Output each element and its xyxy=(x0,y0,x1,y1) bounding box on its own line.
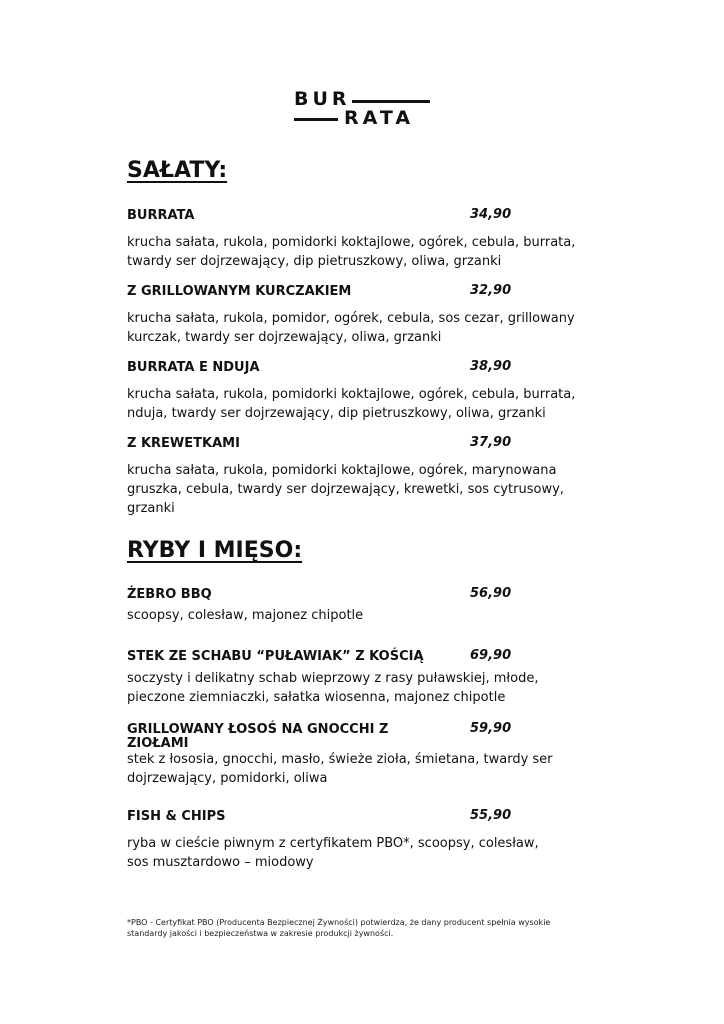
item-price: 69,90 xyxy=(470,648,512,663)
item-price: 38,90 xyxy=(470,359,512,374)
item-name: Z GRILLOWANYM KURCZAKIEM xyxy=(127,284,352,299)
item-description: krucha sałata, rukola, pomidor, ogórek, cebula, sos cezar, grillowany kurczak, twardy ser dojrzewający, oliwa, grzanki xyxy=(127,311,575,345)
item-name: BURRATA E NDUJA xyxy=(127,360,260,375)
item-price: 34,90 xyxy=(470,207,512,222)
item-price: 37,90 xyxy=(470,435,512,450)
logo-bar-top xyxy=(352,100,430,103)
logo-line-2: RATA xyxy=(344,107,415,129)
item-price: 55,90 xyxy=(470,808,512,823)
item-description: ryba w cieście piwnym z certyfikatem PBO*, scoopsy, colesław, sos musztardowo – miodowy xyxy=(127,836,539,870)
section-title-fish-meat: RYBY I MIĘSO: xyxy=(127,538,303,563)
item-name: BURRATA xyxy=(127,208,195,223)
item-description: stek z łososia, gnocchi, masło, świeże zioła, śmietana, twardy ser dojrzewający, pomidorki, oliwa xyxy=(127,752,553,786)
item-name: FISH & CHIPS xyxy=(127,809,226,824)
item-description: krucha sałata, rukola, pomidorki koktajlowe, ogórek, cebula, burrata, twardy ser dojrzewający, dip pietruszkowy, oliwa, grzanki xyxy=(127,235,576,269)
item-description: scoopsy, colesław, majonez chipotle xyxy=(127,608,364,623)
item-name: ŻEBRO BBQ xyxy=(127,587,212,602)
item-description: krucha sałata, rukola, pomidorki koktajlowe, ogórek, marynowana gruszka, cebula, twardy ser dojrzewający, krewetki, sos cytrusowy, grzanki xyxy=(127,463,564,516)
item-name: Z KREWETKAMI xyxy=(127,436,240,451)
item-price: 59,90 xyxy=(470,721,512,736)
item-price: 32,90 xyxy=(470,283,512,298)
item-name: STEK ZE SCHABU “PUŁAWIAK” Z KOŚCIĄ xyxy=(127,649,424,664)
item-name: GRILLOWANY ŁOSOŚ NA GNOCCHI Z ZIOŁAMI xyxy=(127,722,389,751)
burrata-logo xyxy=(294,88,436,130)
item-price: 56,90 xyxy=(470,586,512,601)
section-title-salads: SAŁATY: xyxy=(127,158,228,183)
logo-line-1: BUR xyxy=(294,88,351,110)
item-description: soczysty i delikatny schab wieprzowy z rasy puławskiej, młode, pieczone ziemniaczki, sałatka wiosenna, majonez chipotle xyxy=(127,671,539,705)
logo-bar-bottom xyxy=(294,118,338,121)
item-description: krucha sałata, rukola, pomidorki koktajlowe, ogórek, cebula, burrata, nduja, twardy ser dojrzewający, dip pietruszkowy, oliwa, grzanki xyxy=(127,387,576,421)
footnote: *PBO - Certyfikat PBO (Producenta Bezpiecznej Żywności) potwierdza, że dany producent spełnia wysokie standardy jakości i bezpieczeństwa w zakresie produkcji żywności. xyxy=(127,918,551,938)
